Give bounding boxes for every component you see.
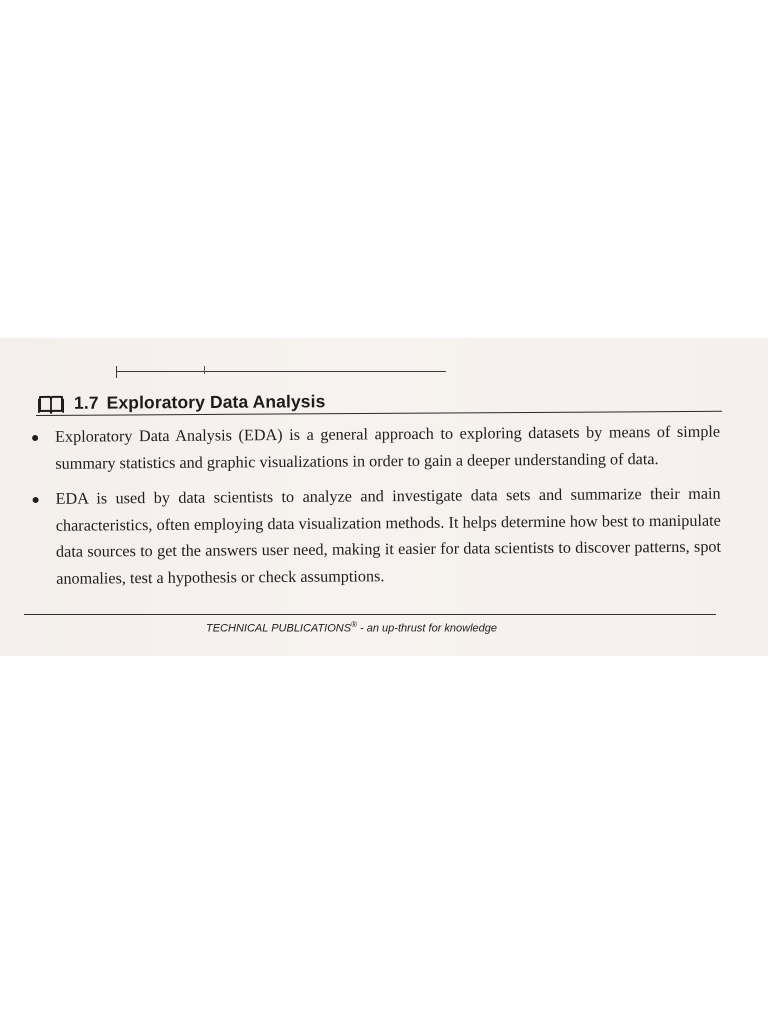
footer-rule <box>24 614 716 615</box>
registered-mark: ® <box>351 620 357 629</box>
list-item <box>30 481 721 592</box>
bullet-list <box>30 419 721 601</box>
table-column-edge <box>204 366 205 374</box>
page-footer <box>206 620 497 635</box>
book-icon <box>38 393 64 413</box>
table-left-edge <box>116 366 117 378</box>
publisher-name: TECHNICAL PUBLICATIONS <box>206 622 352 635</box>
table-bottom-rule <box>116 371 446 372</box>
section-heading <box>38 391 326 414</box>
bullet-text: Exploratory Data Analysis (EDA) is a general approach to exploring datasets by means of simple summary statistics and graphic visualizations in order to gain a deeper understanding of data. <box>55 422 721 473</box>
footer-tagline: - an up-thrust for knowledge <box>356 622 498 635</box>
bullet-icon <box>32 435 38 441</box>
section-title: Exploratory Data Analysis <box>106 391 326 413</box>
bullet-text: EDA is used by data scientists to analyze and investigate data sets and summarize their main characteristics, often employing data visualization methods. It helps determine how best to manipulate data sources to get the answers user need, making it easier for data scientists to discover patterns, spot anomalies, test a hypothesis or check assumptions. <box>55 484 722 588</box>
bullet-icon <box>33 497 39 503</box>
section-number: 1.7 <box>73 392 99 413</box>
list-item <box>30 419 720 477</box>
